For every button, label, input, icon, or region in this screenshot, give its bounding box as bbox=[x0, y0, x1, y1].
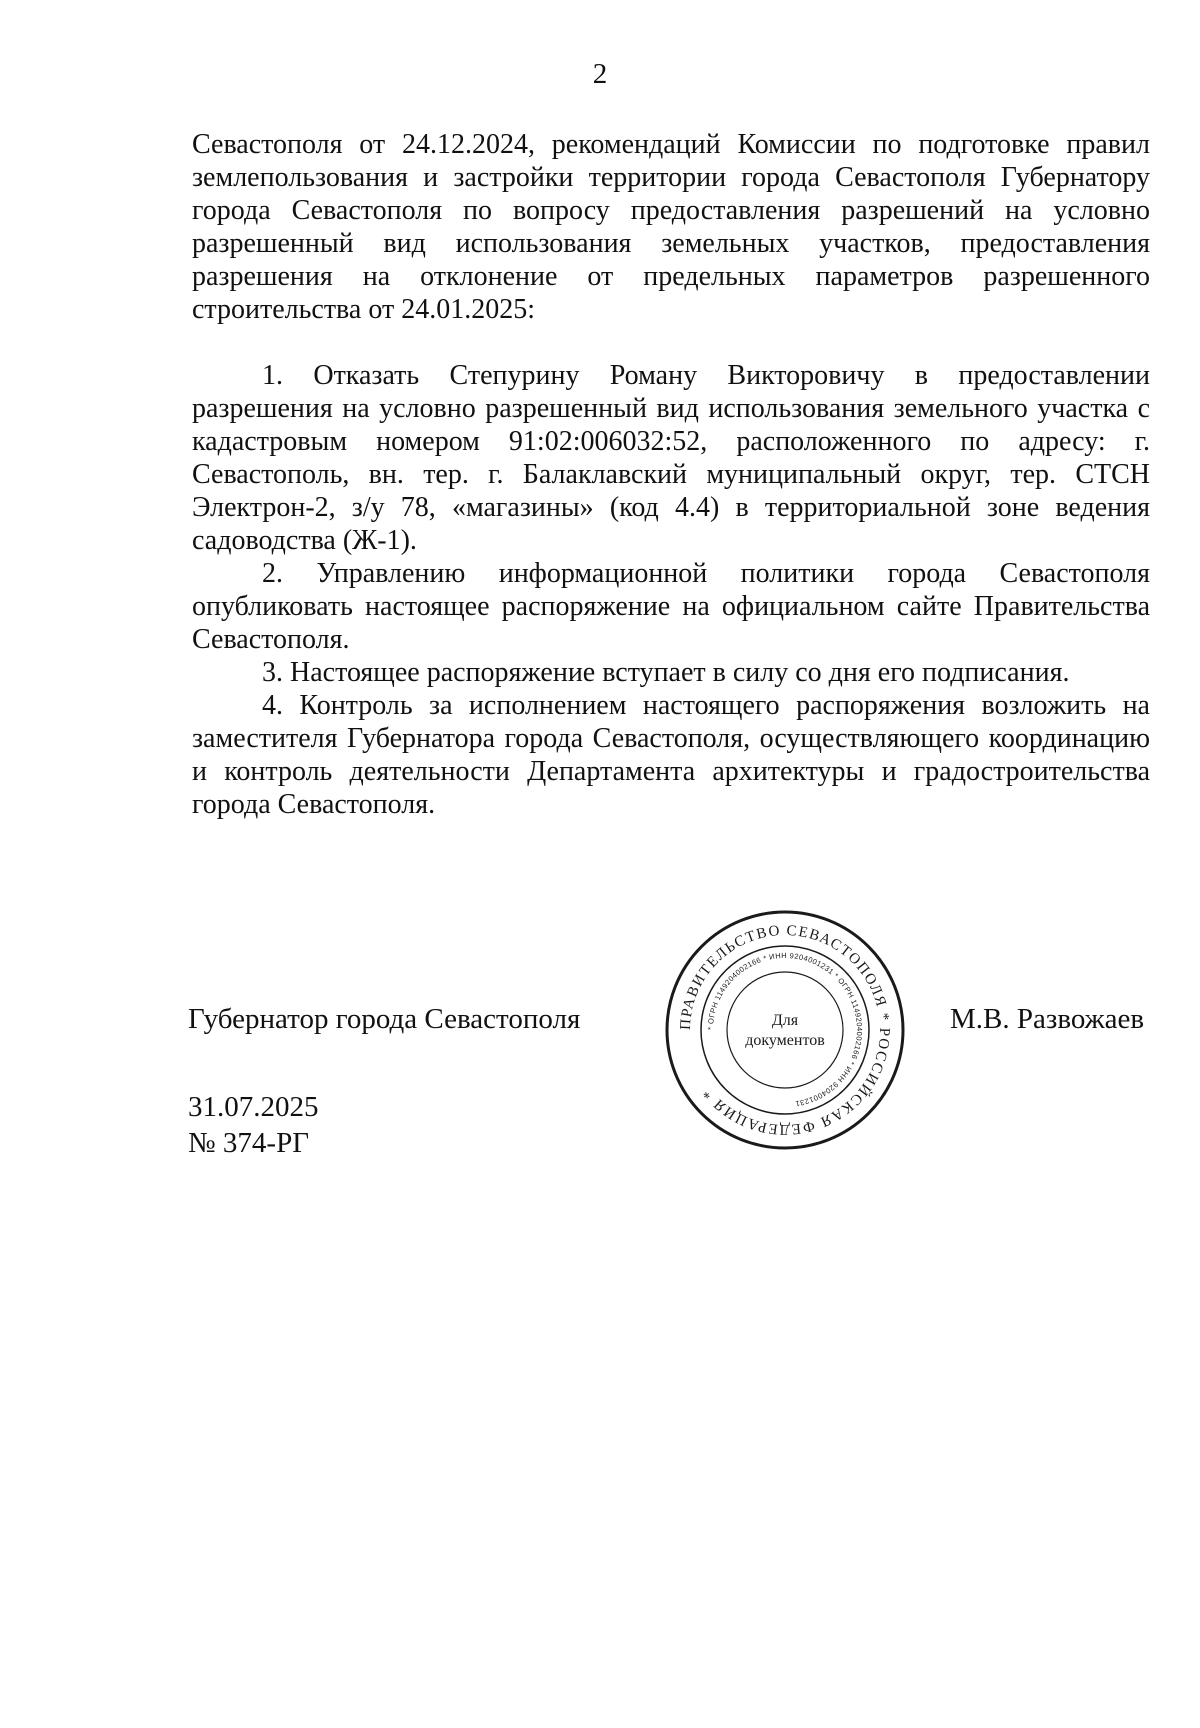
official-seal bbox=[660, 905, 910, 1155]
intro-paragraph: Севастополя от 24.12.2024, рекомендаций Комиссии по подготовке правил землепользования и застройки территории города Севастополя Губернатору города Севастополя по вопросу предоставления разрешений на условно разрешенный вид использования земельных участков, предоставления разрешения на отклонение от предельных параметров разрешенного строительства от 24.01.2025: bbox=[192, 129, 1150, 325]
seal-center-line1: Для bbox=[771, 1012, 799, 1029]
document-date: 31.07.2025 bbox=[188, 1091, 319, 1123]
document-body bbox=[192, 128, 1150, 821]
item-4-paragraph: 4. Контроль за исполнением настоящего распоряжения возложить на заместителя Губернатора города Севастополя, осуществляющего координацию и контроль деятельности Департамента архитектуры и градостроительства города Севастополя. bbox=[192, 690, 1150, 820]
item-1-paragraph: 1. Отказать Степурину Роману Викторовичу в предоставлении разрешения на условно разрешенный вид использования земельного участка с кадастровым номером 91:02:006032:52, расположенного по адресу: г. Севастополь, вн. тер. г. Балаклавский муниципальный округ, тер. СТСН Электрон-2, з/у 78, «магазины» (код 4.4) в территориальной зоне ведения садоводства (Ж-1). bbox=[192, 360, 1150, 556]
item-3-paragraph: 3. Настоящее распоряжение вступает в силу со дня его подписания. bbox=[262, 657, 1070, 688]
seal-graphic bbox=[660, 905, 910, 1155]
svg-text:* ОГРН 1149204002166 * ИНН 920 bbox=[706, 951, 864, 1108]
seal-outer-ring bbox=[667, 912, 903, 1148]
document-number: № 374-РГ bbox=[188, 1127, 309, 1159]
signer-name: М.В. Развожаев bbox=[950, 1003, 1145, 1035]
signer-title: Губернатор города Севастополя bbox=[188, 1003, 581, 1035]
seal-inner-text: * ОГРН 1149204002166 * ИНН 9204001231 * ОГРН 1149204002166 * ИНН 9204001231 bbox=[705, 950, 865, 1109]
item-2-paragraph: 2. Управлению информационной политики города Севастополя опубликовать настоящее распоряжение на официальном сайте Правительства Севастополя. bbox=[192, 558, 1150, 655]
seal-inner-ring bbox=[701, 946, 869, 1114]
seal-center-ring bbox=[727, 972, 843, 1088]
page-number: 2 bbox=[592, 58, 608, 90]
seal-outer-text: ПРАВИТЕЛЬСТВО СЕВАСТОПОЛЯ * РОССИЙСКАЯ ФЕДЕРАЦИЯ * bbox=[677, 922, 893, 1138]
seal-center-line2: документов bbox=[745, 1032, 825, 1049]
